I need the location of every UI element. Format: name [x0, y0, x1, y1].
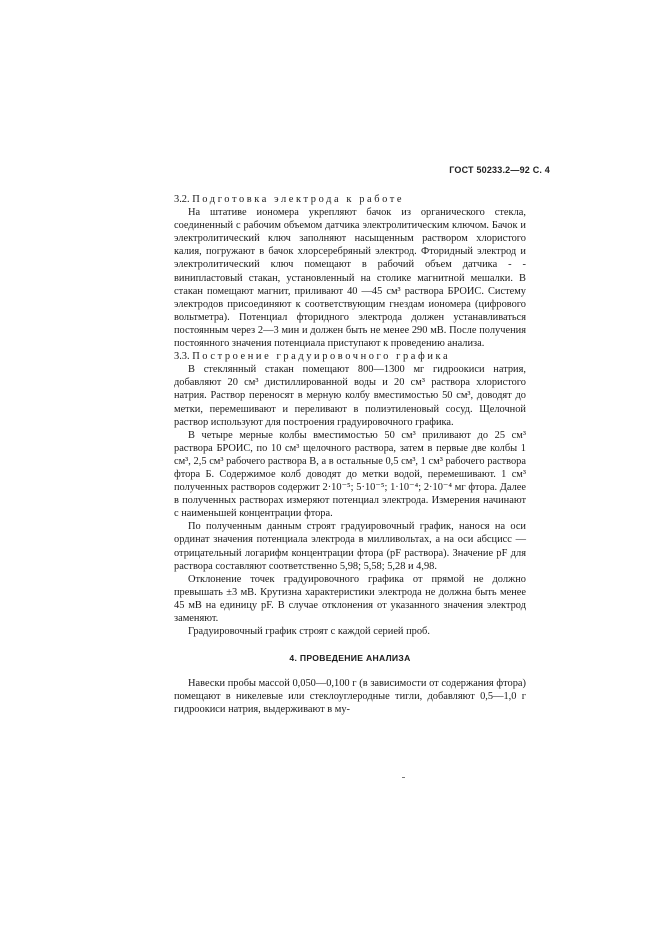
section-3-2-heading: [174, 193, 526, 206]
section-3-2-title: Подготовка электрода к работе: [192, 194, 405, 205]
section-3-3-paragraph-1: В стеклянный стакан помещают 800—1300 мг гидроокиси натрия, добавляют 20 см³ дистиллированной воды и 20 см³ раствора хлористого натрия. Раствор переносят в мерную колбу вместимостью 50 см³, доводят до метки, перемешивают и переливают в полиэтиленовый сосуд. Щелочной раствор используют для построения градуировочного графика.: [174, 364, 526, 428]
section-3-3-paragraph-2: В четыре мерные колбы вместимостью 50 см³ приливают до 25 см³ раствора БРОИС, по 10 см³ щелочного раствора, затем в первые две колбы 1 см³, 2,5 см³ рабочего раствора В, а в остальные 0,5 см³, 1 см³ рабочего раствора фтора Б. Содержимое колб доводят до метки водой, перемешивают. 1 см³ полученных растворов содержит 2·10⁻⁵; 5·10⁻⁵; 1·10⁻⁴; 2·10⁻⁴ мг фтора. Далее в полученных растворах измеряют потенциал электрода. Измерения начинают с наименьшей концентрации фтора.: [174, 429, 526, 520]
section-3-3-paragraph-4: Отклонение точек градуировочного графика от прямой не должно превышать ±3 мВ. Крутизна характеристики электрода не должна быть менее 45 мВ на единицу pF. В случае отклонения от указанного значения электрод заменяют.: [174, 573, 526, 624]
section-3-3-heading: [174, 350, 526, 363]
section-4-paragraph: Навески пробы массой 0,050—0,100 г (в зависимости от содержания фтора) помещают в никелевые или стеклоуглеродные тигли, добавляют 0,5—1,0 г гидроокиси натрия, выдерживают в му-: [174, 678, 526, 716]
section-3-3-paragraph-5: Градуировочный график строят с каждой серией проб.: [188, 626, 430, 638]
page-header: ГОСТ 50233.2—92 С. 4: [449, 165, 550, 175]
print-speck: [402, 777, 405, 778]
section-3-2-number: 3.2.: [174, 194, 190, 205]
section-3-3-number: 3.3.: [174, 351, 190, 363]
document-body: [174, 193, 526, 717]
section-3-3-title: Построение градуировочного графика: [192, 351, 451, 363]
section-3-2-paragraph: На штативе иономера укрепляют бачок из органического стекла, соединенный с рабочим объемом датчика электролитическим ключом. Бачок и электролитический ключ заполняют насыщенным раствором хлористого калия, погружают в бачок хлорсеребряный электрод. Фторидный электрод и электролитический ключ помещают в рабочий объем датчика - - винипластовый стакан, установленный на столике магнитной мешалки. В стакан помещают магнит, приливают 40 —45 см³ раствора БРОИС. Систему электродов присоединяют к соответствующим гнездам иономера (цифрового вольтметра). Потенциал фторидного электрода должен устанавливаться постоянным через 2—3 мин и должен быть не менее 290 мВ. После получения постоянного значения потенциала приступают к проведению анализа.: [174, 207, 526, 350]
section-3-3-paragraph-3: По полученным данным строят градуировочный график, нанося на оси ординат значения потенциала электрода в милливольтах, а на оси абсцисс — отрицательный логарифм концентрации фтора (pF раствора). Значение pF для раствора составляют соответственно 5,98; 5,58; 5,28 и 4,98.: [174, 521, 526, 572]
section-4-title: 4. ПРОВЕДЕНИЕ АНАЛИЗА: [289, 653, 411, 664]
